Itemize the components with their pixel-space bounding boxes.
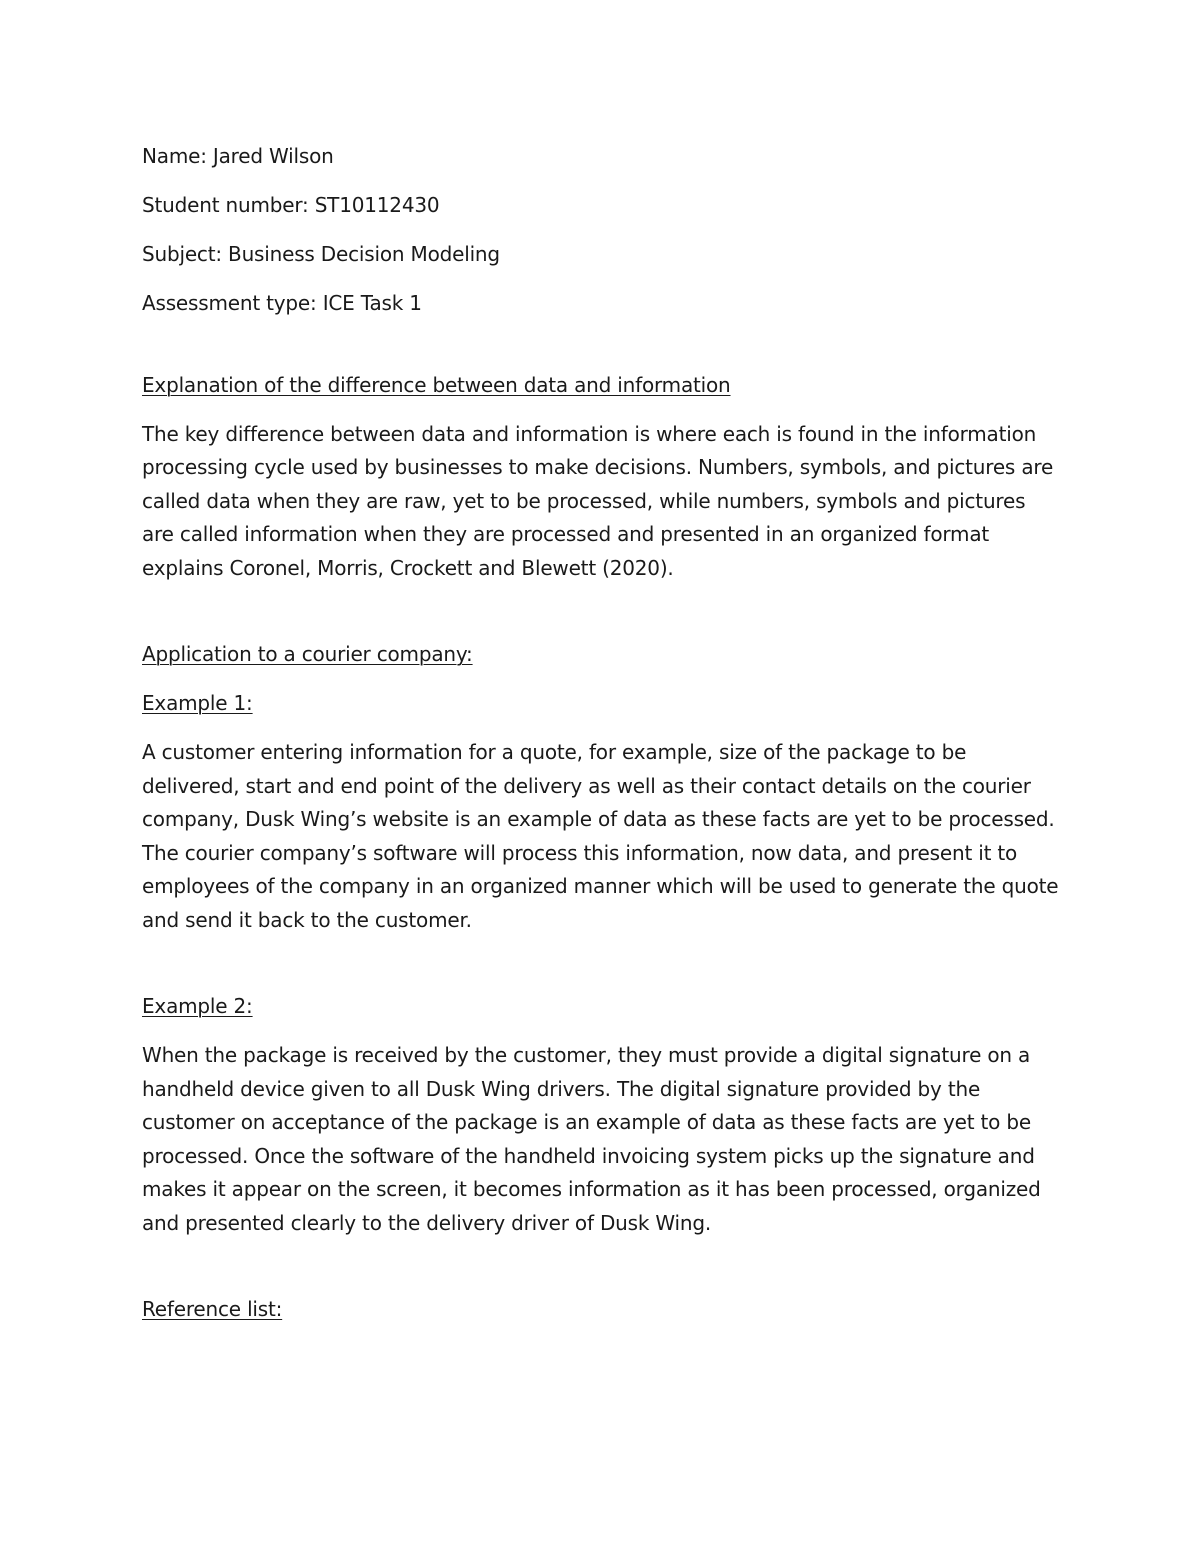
example-2-heading: Example 2: bbox=[142, 994, 253, 1018]
student-details bbox=[142, 140, 1062, 321]
example-1-paragraph: A customer entering information for a quote, for example, size of the package to be delivered, start and end point of the delivery as well as their contact details on the courier company, Dusk Wing’s website is an example of data as these facts are yet to be processed. The courier company’s software will process this information, now data, and present it to employees of the company in an organized manner which will be used to generate the quote and send it back to the customer. bbox=[142, 740, 1059, 932]
document-content bbox=[142, 140, 1062, 1342]
section-heading-data-vs-information: Explanation of the difference between data and information bbox=[142, 372, 731, 397]
spacer bbox=[142, 585, 1062, 638]
paragraph-data-vs-information: The key difference between data and information is where each is found in the information processing cycle used by businesses to make decisions. Numbers, symbols, and pictures are called data when they are raw, yet to be processed, while numbers, symbols and pictures are called information when they are processed and presented in an organized format explains Coronel, Morris, Crockett and Blewett (2020). bbox=[142, 421, 1054, 580]
reference-list-heading: Reference list: bbox=[142, 1297, 283, 1321]
example-2-paragraph: When the package is received by the customer, they must provide a digital signature on a handheld device given to all Dusk Wing drivers. The digital signature provided by the customer on acceptance of the package is an example of data as these facts are yet to be processed. Once the software of the handheld invoicing system picks up the signature and makes it appear on the screen, it becomes information as it has been processed, organized and presented clearly to the delivery driver of Dusk Wing. bbox=[142, 1043, 1041, 1235]
spacer bbox=[142, 937, 1062, 990]
spacer bbox=[142, 1240, 1062, 1293]
example-1-heading: Example 1: bbox=[142, 691, 253, 715]
assessment-type: Assessment type: ICE Task 1 bbox=[142, 291, 422, 315]
subject: Subject: Business Decision Modeling bbox=[142, 242, 500, 266]
student-name: Name: Jared Wilson bbox=[142, 144, 334, 168]
student-number: Student number: ST10112430 bbox=[142, 193, 440, 217]
section-heading-application: Application to a courier company: bbox=[142, 642, 473, 666]
